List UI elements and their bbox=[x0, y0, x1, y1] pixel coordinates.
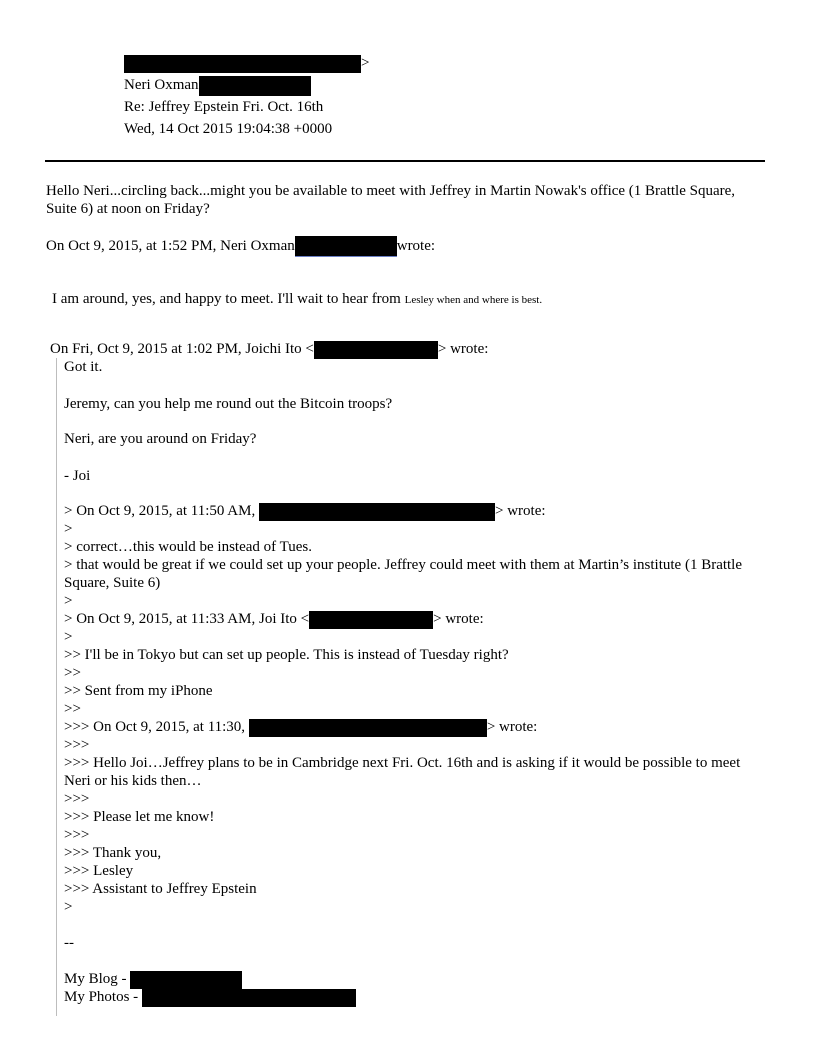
redaction-block bbox=[124, 55, 361, 73]
quoted-attribution-prefix: > On Oct 9, 2015, at 11:50 AM, bbox=[64, 503, 256, 519]
date-value: Wed, 14 Oct 2015 19:04:38 +0000 bbox=[124, 121, 333, 137]
signature-separator: -- bbox=[64, 935, 74, 951]
quoted-line: > bbox=[64, 899, 73, 915]
quoted-line: > correct…this would be instead of Tues. bbox=[64, 539, 313, 555]
oxman-reply-main: I am around, yes, and happy to meet. I'll wait to hear from bbox=[52, 291, 401, 307]
quoted-line: >> bbox=[64, 701, 81, 717]
to-value bbox=[124, 75, 311, 96]
signature-blog bbox=[64, 970, 764, 989]
oxman-reply-small: Lesley when and where is best. bbox=[404, 294, 543, 306]
quoted-line: >>> Please let me know! bbox=[64, 809, 215, 825]
blog-label: My Blog - bbox=[64, 971, 127, 987]
quoted-attribution bbox=[64, 610, 764, 629]
quoted-line: - Joi bbox=[64, 468, 91, 484]
from-value bbox=[124, 53, 369, 73]
signature-photos bbox=[64, 988, 764, 1007]
redaction-block bbox=[309, 611, 433, 629]
oxman-attribution-suffix: wrote: bbox=[396, 237, 436, 254]
redaction-block bbox=[130, 971, 242, 989]
redaction-block bbox=[249, 719, 487, 737]
quoted-line: Got it. bbox=[64, 359, 103, 375]
quoted-line: > bbox=[64, 521, 73, 537]
quoted-line: >> bbox=[64, 665, 81, 681]
quoted-line: >> I'll be in Tokyo but can set up people. This is instead of Tuesday right? bbox=[64, 647, 509, 663]
quoted-attribution-suffix: > wrote: bbox=[486, 719, 538, 735]
intro-paragraph: Hello Neri...circling back...might you be available to meet with Jeffrey in Martin Nowak's office (1 Brattle Square, Suite 6) at noon on Friday? bbox=[46, 183, 736, 217]
redaction-block bbox=[259, 503, 495, 521]
quoted-line: >>> bbox=[64, 827, 90, 843]
ito-attribution-suffix: > wrote: bbox=[437, 341, 489, 357]
quoted-attribution bbox=[64, 502, 764, 521]
photos-label: My Photos - bbox=[64, 989, 139, 1005]
quoted-line: > bbox=[64, 593, 73, 609]
redaction-block bbox=[314, 341, 438, 359]
quoted-line: >>> bbox=[64, 791, 90, 807]
quoted-line: >>> Lesley bbox=[64, 863, 134, 879]
redaction-block bbox=[295, 236, 397, 257]
quoted-line: > that would be great if we could set up your people. Jeffrey could meet with them at Martin’s institute (1 Brattle Square, Suite 6) bbox=[64, 557, 743, 591]
header-divider bbox=[45, 160, 765, 162]
quoted-line: >>> Hello Joi…Jeffrey plans to be in Cambridge next Fri. Oct. 16th and is asking if it would be possible to meet Neri or his kids then… bbox=[64, 755, 741, 789]
quoted-line: >> Sent from my iPhone bbox=[64, 683, 213, 699]
redaction-block bbox=[142, 989, 356, 1007]
subject-value: Re: Jeffrey Epstein Fri. Oct. 16th bbox=[124, 99, 324, 115]
quoted-line: >>> Assistant to Jeffrey Epstein bbox=[64, 881, 257, 897]
oxman-attribution bbox=[46, 236, 756, 257]
quoted-line: Jeremy, can you help me round out the Bitcoin troops? bbox=[64, 396, 393, 412]
oxman-attribution-prefix: On Oct 9, 2015, at 1:52 PM, Neri Oxman bbox=[46, 237, 295, 254]
oxman-reply bbox=[52, 290, 762, 309]
ito-attribution bbox=[50, 340, 760, 359]
quoted-attribution-suffix: > wrote: bbox=[494, 503, 546, 519]
ito-attribution-prefix: On Fri, Oct 9, 2015 at 1:02 PM, Joichi Ito < bbox=[50, 341, 314, 357]
quoted-line: Neri, are you around on Friday? bbox=[64, 431, 257, 447]
quoted-attribution-prefix: > On Oct 9, 2015, at 11:33 AM, Joi Ito < bbox=[64, 611, 310, 627]
quoted-attribution bbox=[64, 718, 764, 737]
from-suffix: > bbox=[361, 55, 370, 71]
quoted-line: >>> bbox=[64, 737, 90, 753]
redaction-block bbox=[199, 76, 311, 96]
quote-bar bbox=[56, 358, 57, 1016]
quoted-attribution-prefix: >>> On Oct 9, 2015, at 11:30, bbox=[64, 719, 246, 735]
quoted-line: >>> Thank you, bbox=[64, 845, 162, 861]
quoted-attribution-suffix: > wrote: bbox=[433, 611, 484, 627]
to-name: Neri Oxman bbox=[124, 77, 199, 93]
quoted-line: > bbox=[64, 629, 73, 645]
